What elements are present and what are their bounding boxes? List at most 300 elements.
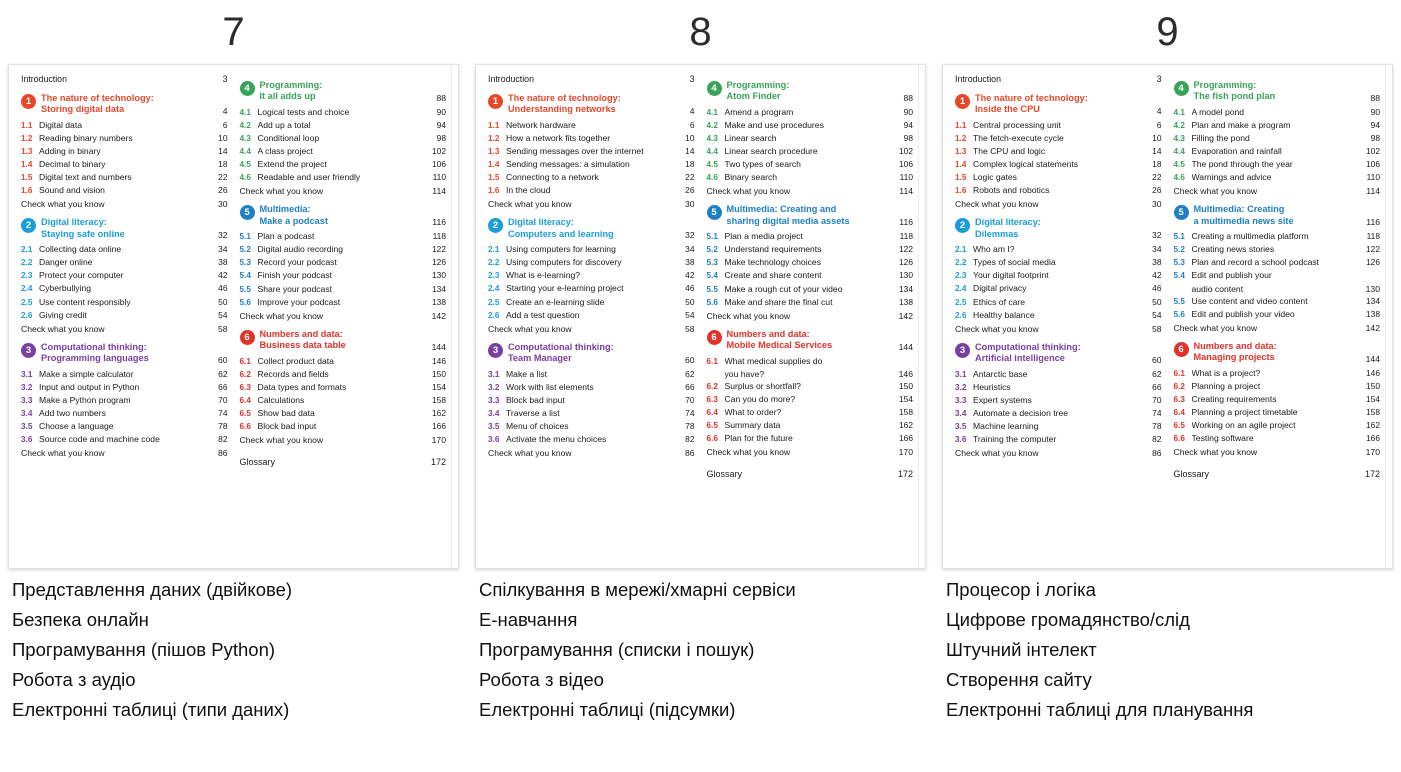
toc-entry-page: 106 <box>432 159 446 170</box>
contents-left-column <box>949 73 1168 562</box>
toc-entry-number: 6.3 <box>706 394 718 404</box>
toc-entry[interactable] <box>488 171 695 184</box>
toc-entry[interactable] <box>707 132 914 145</box>
toc-entry[interactable] <box>488 394 695 407</box>
toc-entry-number: 5.1 <box>239 232 251 242</box>
toc-entry[interactable] <box>1174 256 1381 269</box>
check-what-you-know[interactable] <box>955 323 1162 335</box>
toc-entry[interactable] <box>488 158 695 171</box>
toc-entry-number: 5.1 <box>1173 232 1185 242</box>
toc-entry[interactable] <box>1174 269 1381 282</box>
toc-entry[interactable] <box>240 171 447 184</box>
toc-entry-number: 2.5 <box>955 297 967 307</box>
check-what-you-know[interactable] <box>21 323 228 335</box>
toc-entry-page: 50 <box>218 296 228 307</box>
chapter-page: 32 <box>1151 230 1162 241</box>
toc-entry[interactable] <box>240 119 447 132</box>
toc-entry-page: 38 <box>1152 257 1162 268</box>
toc-entry[interactable] <box>240 230 447 243</box>
toc-entry[interactable] <box>955 243 1162 256</box>
contents-right-column <box>234 73 453 562</box>
chapter-page: 32 <box>684 230 695 241</box>
chapter-page: 4 <box>689 105 695 116</box>
toc-entry[interactable] <box>240 132 447 145</box>
toc-entry[interactable] <box>488 309 695 322</box>
toc-entry-label: Danger online <box>39 257 93 268</box>
check-what-you-know[interactable] <box>955 198 1162 210</box>
chapter-title <box>41 342 149 365</box>
chapter-number-badge: 2 <box>488 218 503 233</box>
toc-entry[interactable] <box>488 132 695 145</box>
chapter-page: 60 <box>1151 354 1162 365</box>
toc-entry[interactable] <box>21 407 228 420</box>
toc-entry[interactable] <box>21 269 228 282</box>
toc-entry-number: 2.1 <box>955 245 967 255</box>
toc-entry-page: 138 <box>432 296 446 307</box>
toc-entry-label: Binary search <box>724 172 778 183</box>
toc-entry[interactable] <box>488 368 695 381</box>
chapter-title-line1: Programming: <box>259 80 323 90</box>
toc-entry[interactable] <box>488 420 695 433</box>
toc-entry-page: 78 <box>218 420 228 431</box>
chapter-title-line1: Computational thinking: <box>975 341 1081 352</box>
toc-entry-label: In the cloud <box>506 185 551 196</box>
toc-entry[interactable] <box>240 256 447 269</box>
toc-entry[interactable] <box>707 406 914 419</box>
toc-entry[interactable] <box>21 368 228 381</box>
toc-entry-number: 6.6 <box>706 434 718 444</box>
contents-page <box>8 64 459 569</box>
toc-entry[interactable] <box>955 145 1162 158</box>
toc-entry-number: 2.3 <box>955 271 967 281</box>
check-page: 170 <box>898 447 913 458</box>
toc-entry[interactable] <box>488 256 695 269</box>
toc-entry-page: 150 <box>1366 380 1380 391</box>
toc-entry-number: 2.4 <box>488 284 500 294</box>
toc-entry-label: Protect your computer <box>39 270 124 281</box>
toc-entry[interactable] <box>707 380 914 393</box>
toc-entry[interactable] <box>240 394 447 407</box>
toc-entry-number: 2.1 <box>488 245 500 255</box>
toc-entry-label: Plan a podcast <box>257 231 315 242</box>
contents-columns <box>482 73 919 562</box>
toc-entry-label: Plan and record a school podcast <box>1191 257 1320 268</box>
toc-entry-label: Working on an agile project <box>1191 420 1296 431</box>
toc-entry[interactable] <box>21 119 228 132</box>
toc-entry[interactable] <box>488 381 695 394</box>
toc-entry[interactable] <box>21 381 228 394</box>
toc-entry-number: 1.5 <box>488 173 500 183</box>
toc-entry-page: 78 <box>1152 420 1162 431</box>
introduction-label: Introduction <box>955 74 1001 84</box>
chapter-number-badge: 6 <box>707 330 722 345</box>
toc-entry-number: 6.6 <box>1173 434 1185 444</box>
chapter-title <box>1194 341 1277 364</box>
toc-entry-page: 42 <box>685 270 695 281</box>
toc-entry[interactable] <box>21 282 228 295</box>
toc-entry-number: 5.5 <box>706 284 718 294</box>
chapter-title-line1: Multimedia: <box>259 204 311 215</box>
caption-item: Штучний інтелект <box>946 639 1097 660</box>
chapter-heading <box>488 217 695 240</box>
toc-entry[interactable] <box>955 269 1162 282</box>
toc-entry-number: 5.4 <box>1173 271 1185 281</box>
check-what-you-know[interactable] <box>21 198 228 210</box>
caption-item: Робота з відео <box>479 669 604 690</box>
toc-entry-number: 4.6 <box>239 173 251 183</box>
toc-entry[interactable] <box>1174 243 1381 256</box>
check-what-you-know[interactable] <box>1174 185 1381 197</box>
toc-entry[interactable] <box>1174 158 1381 171</box>
glossary-page: 172 <box>430 457 446 468</box>
toc-entry-page: 126 <box>899 257 913 268</box>
toc-entry[interactable] <box>240 243 447 256</box>
chapter-page: 60 <box>684 354 695 365</box>
toc-entry-number: 5.1 <box>706 232 718 242</box>
toc-entry-page: 110 <box>1366 172 1380 183</box>
glossary-entry[interactable] <box>240 456 447 469</box>
toc-entry-page: 154 <box>899 393 913 404</box>
toc-entry-page: 14 <box>1152 146 1162 156</box>
toc-entry-page: 146 <box>1366 367 1380 378</box>
toc-entry-label: Input and output in Python <box>39 381 140 392</box>
chapter-title-line1: Multimedia: Creating <box>1193 204 1285 215</box>
chapter-title-line1: Numbers and data: <box>259 328 343 339</box>
toc-entry[interactable] <box>1174 308 1381 321</box>
toc-entry[interactable] <box>240 407 447 420</box>
toc-entry[interactable] <box>707 230 914 243</box>
toc-entry-page: 62 <box>685 368 695 379</box>
check-what-you-know[interactable] <box>707 185 914 197</box>
toc-entry[interactable] <box>707 119 914 132</box>
check-what-you-know[interactable] <box>240 185 447 197</box>
introduction-entry[interactable] <box>488 73 695 86</box>
check-what-you-know[interactable] <box>1174 446 1381 458</box>
toc-entry[interactable] <box>955 119 1162 132</box>
toc-entry[interactable] <box>21 433 228 446</box>
check-page: 142 <box>898 310 913 321</box>
chapter-heading <box>21 217 228 240</box>
toc-entry[interactable] <box>21 184 228 197</box>
toc-entry-page: 134 <box>1366 295 1380 306</box>
check-what-you-know[interactable] <box>240 434 447 446</box>
toc-entry-label: Share your podcast <box>257 283 333 294</box>
toc-entry-number: 4.2 <box>706 120 718 130</box>
check-page: 114 <box>1366 186 1380 197</box>
toc-entry-number: 4.1 <box>706 107 718 117</box>
toc-entry-number: 5.2 <box>706 245 718 255</box>
chapter-page: 144 <box>898 341 913 352</box>
toc-entry-number: 2.4 <box>955 284 967 294</box>
toc-entry-label: Work with list elements <box>506 381 594 392</box>
toc-entry[interactable] <box>1174 406 1381 419</box>
introduction-label: Introduction <box>21 74 67 84</box>
toc-entry[interactable] <box>1174 119 1381 132</box>
toc-entry-page: 18 <box>1152 159 1162 170</box>
toc-entry[interactable] <box>707 419 914 432</box>
toc-entry[interactable] <box>1174 106 1381 119</box>
check-label: Check what you know <box>1173 447 1258 458</box>
toc-entry-label: Heuristics <box>973 381 1011 392</box>
contents-right-column <box>701 73 920 562</box>
toc-entry[interactable] <box>488 184 695 197</box>
toc-entry-label: Plan and make a program <box>1191 119 1291 130</box>
toc-entry-number: 2.3 <box>488 271 500 281</box>
toc-entry-page: 130 <box>1365 283 1380 294</box>
toc-entry[interactable] <box>707 171 914 184</box>
toc-entry[interactable] <box>707 158 914 171</box>
toc-entry[interactable] <box>1174 432 1381 445</box>
introduction-label: Introduction <box>488 74 534 84</box>
toc-entry-number: 3.6 <box>488 435 500 445</box>
toc-entry-number: 6.1 <box>239 356 251 366</box>
toc-entry[interactable] <box>21 145 228 158</box>
toc-entry-label: Warnings and advice <box>1191 172 1272 183</box>
toc-entry[interactable] <box>1174 380 1381 393</box>
toc-entry[interactable] <box>707 432 914 445</box>
chapter-heading <box>707 329 914 352</box>
toc-entry[interactable] <box>488 296 695 309</box>
toc-entry[interactable] <box>955 381 1162 394</box>
toc-entry[interactable] <box>21 171 228 184</box>
toc-entry[interactable] <box>1174 393 1381 406</box>
toc-entry[interactable] <box>21 243 228 256</box>
toc-entry-label: Using computers for discovery <box>506 257 622 268</box>
chapter-heading <box>21 342 228 365</box>
toc-entry[interactable] <box>1174 145 1381 158</box>
check-label: Check what you know <box>955 199 1039 210</box>
check-page: 30 <box>684 199 695 210</box>
toc-entry[interactable] <box>240 283 447 296</box>
toc-entry[interactable] <box>1174 132 1381 145</box>
check-what-you-know[interactable] <box>488 323 695 335</box>
toc-entry[interactable] <box>240 269 447 282</box>
toc-entry-number: 3.3 <box>21 395 33 405</box>
toc-entry-label: What is a project? <box>1191 367 1261 378</box>
chapter-number-badge: 5 <box>707 205 722 220</box>
chapter-heading <box>707 80 914 103</box>
toc-entry[interactable] <box>240 296 447 309</box>
chapter-title-line2: Artificial intelligence <box>975 353 1065 364</box>
toc-entry-number: 4.5 <box>1173 160 1185 170</box>
toc-entry-label: Linear search procedure <box>724 146 818 157</box>
toc-entry[interactable] <box>488 145 695 158</box>
toc-entry-number: 4.2 <box>239 120 251 130</box>
toc-entry[interactable] <box>955 407 1162 420</box>
chapter-number-badge: 4 <box>1174 81 1189 96</box>
toc-entry[interactable] <box>1174 367 1381 380</box>
toc-entry-label: Creating requirements <box>1191 393 1277 404</box>
toc-entry-number: 1.3 <box>21 147 33 156</box>
chapter-page: 144 <box>431 341 446 352</box>
chapter-heading <box>1174 80 1381 103</box>
glossary-label: Glossary <box>1173 469 1210 480</box>
toc-entry[interactable] <box>240 420 447 433</box>
check-page: 30 <box>1151 199 1162 210</box>
toc-entry[interactable] <box>955 184 1162 197</box>
toc-entry[interactable] <box>488 269 695 282</box>
chapter-page: 4 <box>1156 105 1162 116</box>
chapter-title-line2: Programming languages <box>41 353 149 364</box>
toc-entry-number: 1.1 <box>955 120 967 130</box>
toc-entry-label: What medical supplies do <box>724 355 823 366</box>
toc-entry[interactable] <box>955 132 1162 145</box>
toc-entry[interactable] <box>1174 295 1381 308</box>
chapter-number-badge: 3 <box>955 343 970 358</box>
toc-entry-label: Machine learning <box>973 420 1039 431</box>
toc-entry-number: 4.5 <box>239 160 251 170</box>
toc-entry-page: 146 <box>898 368 913 379</box>
toc-entry[interactable] <box>955 296 1162 309</box>
toc-entry[interactable] <box>707 145 914 158</box>
toc-entry-page: 26 <box>218 185 228 196</box>
toc-entry[interactable] <box>955 256 1162 269</box>
toc-entry[interactable] <box>21 256 228 269</box>
toc-entry[interactable] <box>1174 171 1381 184</box>
glossary-entry[interactable] <box>1174 468 1381 481</box>
chapter-title-line1: The nature of technology: <box>975 93 1088 103</box>
toc-entry-number: 1.6 <box>21 186 33 196</box>
toc-entry-label: Make a rough cut of your video <box>724 283 843 294</box>
toc-entry-page: 18 <box>685 159 695 170</box>
check-label: Check what you know <box>21 199 105 210</box>
toc-entry-label: Adding in binary <box>39 146 101 156</box>
toc-entry[interactable] <box>707 256 914 269</box>
toc-entry-label: Records and fields <box>257 368 329 379</box>
toc-entry-label: Automate a decision tree <box>973 407 1069 418</box>
toc-entry[interactable] <box>240 145 447 158</box>
toc-entry-page: 102 <box>899 146 913 157</box>
toc-entry-number: 4.2 <box>1173 120 1185 130</box>
contents-page <box>475 64 926 569</box>
toc-entry-label: Digital data <box>39 119 82 130</box>
check-what-you-know[interactable] <box>707 310 914 322</box>
chapter-title-line2: Team Manager <box>508 353 572 364</box>
toc-entry[interactable] <box>21 309 228 322</box>
chapter-title <box>41 93 154 116</box>
toc-entry[interactable] <box>21 158 228 171</box>
check-what-you-know[interactable] <box>1174 322 1381 334</box>
glossary-entry[interactable] <box>707 468 914 481</box>
check-what-you-know[interactable] <box>488 447 695 459</box>
check-page: 170 <box>1365 447 1380 458</box>
toc-entry-label: Calculations <box>257 394 305 405</box>
toc-entry-page: 10 <box>685 132 695 143</box>
toc-entry-number: 5.5 <box>1173 296 1185 306</box>
toc-entry[interactable] <box>707 296 914 309</box>
toc-entry[interactable] <box>955 433 1162 446</box>
chapter-number-badge: 4 <box>707 81 722 96</box>
chapter-number-badge: 2 <box>21 218 36 233</box>
check-page: 58 <box>684 323 695 334</box>
chapter-page: 88 <box>436 92 446 103</box>
toc-entry-page: 110 <box>899 172 913 183</box>
check-page: 30 <box>217 199 228 210</box>
toc-entry[interactable] <box>240 158 447 171</box>
toc-entry[interactable] <box>488 243 695 256</box>
toc-entry-page: 150 <box>432 368 446 379</box>
check-what-you-know[interactable] <box>955 447 1162 459</box>
introduction-entry[interactable] <box>955 73 1162 86</box>
toc-entry[interactable] <box>955 309 1162 322</box>
toc-entry-number: 2.6 <box>21 310 33 320</box>
column-8 <box>467 0 934 725</box>
toc-entry-number: 1.2 <box>488 133 500 143</box>
toc-entry[interactable] <box>707 355 914 368</box>
toc-entry-label: Expert systems <box>973 394 1032 405</box>
toc-entry-label: What to order? <box>724 406 782 417</box>
chapter-number-badge: 3 <box>21 343 36 358</box>
toc-entry-number: 6.2 <box>706 381 718 391</box>
toc-entry[interactable] <box>707 393 914 406</box>
toc-entry[interactable] <box>707 269 914 282</box>
toc-entry-page: 94 <box>1370 119 1380 130</box>
contents-left-column <box>15 73 234 562</box>
chapter-page: 116 <box>432 217 446 228</box>
toc-entry[interactable] <box>488 282 695 295</box>
check-what-you-know[interactable] <box>488 198 695 210</box>
toc-entry[interactable] <box>955 420 1162 433</box>
page-edge <box>918 65 919 568</box>
chapter-title-line2: It all adds up <box>259 91 316 102</box>
toc-entry[interactable] <box>1174 419 1381 432</box>
toc-entry-page: 118 <box>432 231 446 242</box>
toc-entry[interactable] <box>488 119 695 132</box>
check-label: Check what you know <box>955 323 1039 334</box>
toc-entry[interactable] <box>488 407 695 420</box>
toc-entry[interactable] <box>21 420 228 433</box>
toc-entry[interactable] <box>240 355 447 368</box>
toc-entry-number: 1.3 <box>955 147 967 156</box>
toc-entry[interactable] <box>240 381 447 394</box>
toc-entry[interactable] <box>707 106 914 119</box>
toc-entry[interactable] <box>955 368 1162 381</box>
toc-entry-label: A class project <box>257 146 313 157</box>
toc-entry-page: 66 <box>218 381 228 392</box>
toc-entry[interactable] <box>21 394 228 407</box>
toc-entry-page: 126 <box>1366 257 1380 268</box>
chapter-title-line2: Mobile Medical Services <box>726 340 833 351</box>
toc-entry[interactable] <box>21 132 228 145</box>
toc-entry[interactable] <box>707 243 914 256</box>
toc-entry[interactable] <box>240 106 447 119</box>
toc-entry[interactable] <box>21 296 228 309</box>
toc-entry-page: 166 <box>899 433 913 444</box>
chapter-heading <box>240 204 447 227</box>
toc-entry[interactable] <box>955 282 1162 295</box>
toc-entry-label: Using computers for learning <box>506 244 616 255</box>
toc-entry[interactable] <box>707 283 914 296</box>
check-what-you-know[interactable] <box>707 446 914 458</box>
toc-entry-label: Record your podcast <box>257 257 337 268</box>
toc-entry[interactable] <box>488 433 695 446</box>
toc-entry[interactable] <box>1174 230 1381 243</box>
chapter-title-line2: a multimedia news site <box>1193 215 1294 226</box>
check-what-you-know[interactable] <box>21 447 228 459</box>
toc-entry-page: 26 <box>685 185 695 196</box>
introduction-entry[interactable] <box>21 73 228 86</box>
toc-entry-label: Types of social media <box>973 257 1056 268</box>
toc-entry[interactable] <box>955 158 1162 171</box>
chapter-title <box>41 217 125 240</box>
toc-entry[interactable] <box>955 171 1162 184</box>
toc-entry[interactable] <box>240 368 447 381</box>
check-what-you-know[interactable] <box>240 310 447 322</box>
chapter-number-badge: 6 <box>240 330 255 345</box>
toc-entry[interactable] <box>955 394 1162 407</box>
toc-entry-label: Edit and publish your video <box>1191 308 1295 319</box>
toc-entry-number: 6.5 <box>239 408 251 418</box>
